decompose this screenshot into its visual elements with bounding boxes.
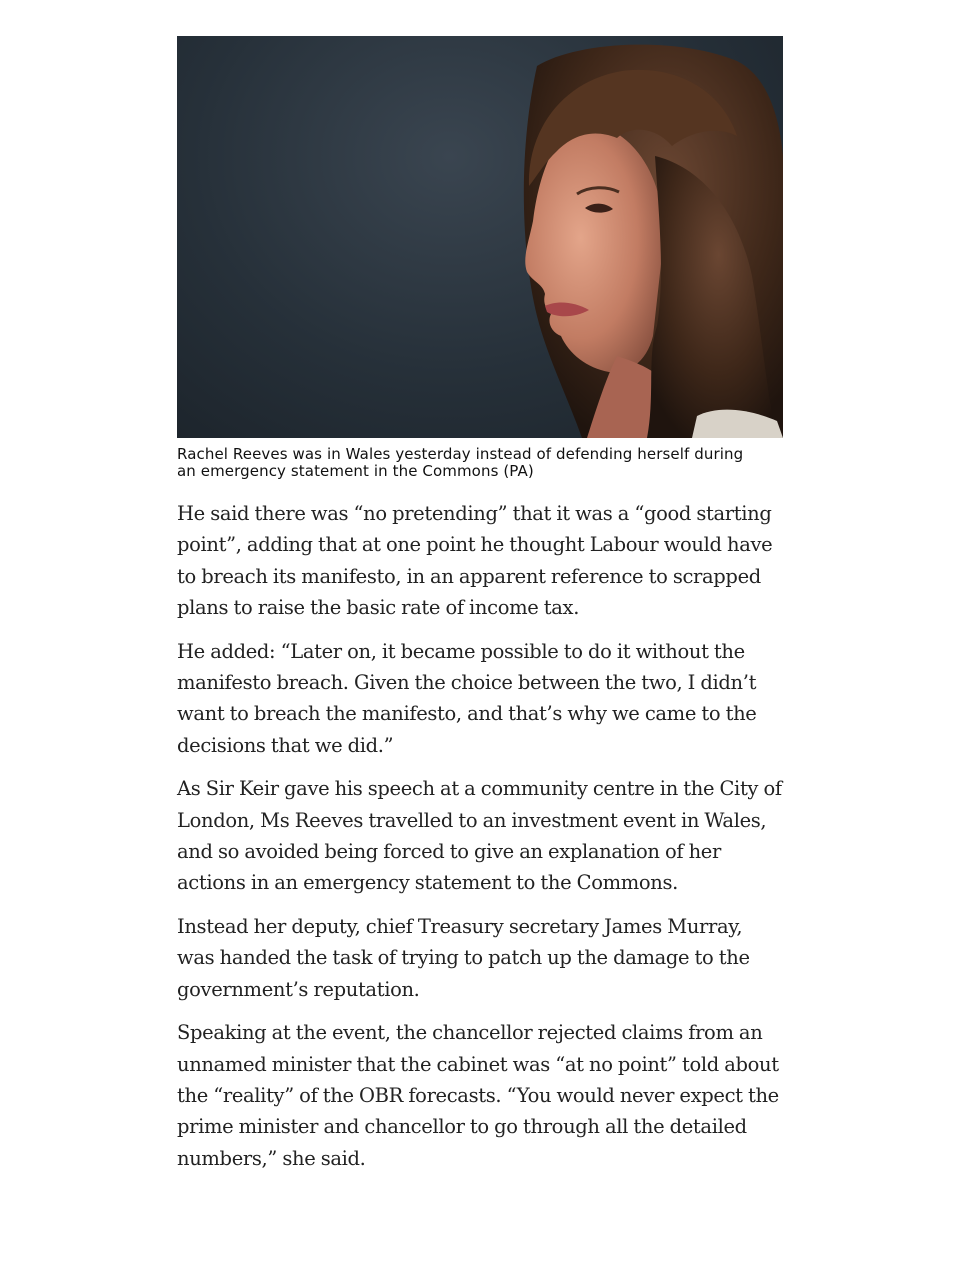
- article-paragraph: He added: “Later on, it became possible to do it without the manifesto breach. Given the choice between the two, I didn’t want to breach the manifesto, and that’s why we came to the decisions that we did.”: [177, 639, 757, 757]
- article-photo: [177, 36, 783, 438]
- article: [177, 36, 783, 1186]
- article-paragraph: Instead her deputy, chief Treasury secretary James Murray, was handed the task of trying to patch up the damage to the government’s reputation.: [177, 915, 750, 1001]
- photo-caption: Rachel Reeves was in Wales yesterday instead of defending herself during an emergency statement in the Commons (PA): [177, 445, 744, 480]
- article-paragraph: Speaking at the event, the chancellor rejected claims from an unnamed minister that the cabinet was “at no point” told about the “reality” of the OBR forecasts. “You would never expect the prime minister and chancellor to go through all the detailed numbers,” she said.: [177, 1021, 779, 1170]
- article-body: [177, 498, 783, 1174]
- article-figure: [177, 36, 783, 480]
- article-paragraph: He said there was “no pretending” that it was a “good starting point”, adding that at one point he thought Labour would have to breach its manifesto, in an apparent reference to scrapped plans to raise the basic rate of income tax.: [177, 502, 773, 619]
- article-paragraph: As Sir Keir gave his speech at a community centre in the City of London, Ms Reeves travelled to an investment event in Wales, and so avoided being forced to give an explanation of her actions in an emergency statement to the Commons.: [177, 777, 782, 895]
- portrait-photo-icon: [177, 36, 783, 438]
